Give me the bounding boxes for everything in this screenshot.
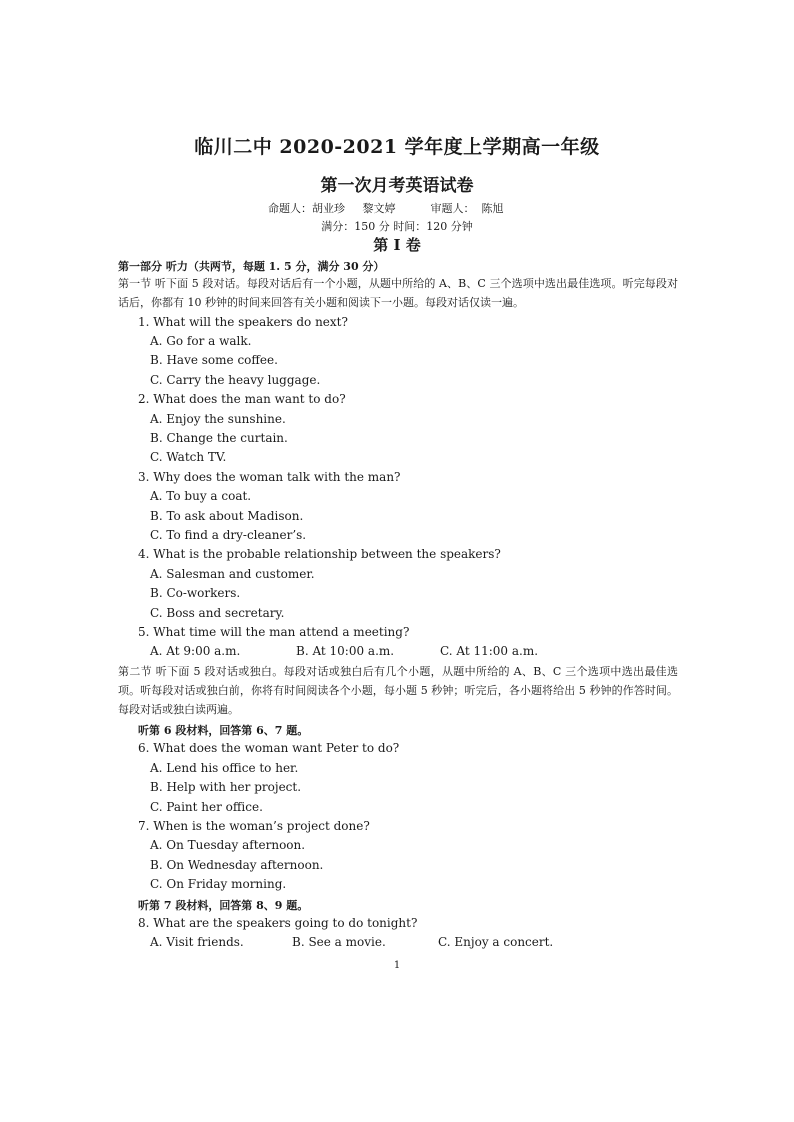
- part1-heading: 第一部分 听力（共两节，每题 1. 5 分，满分 30 分）: [118, 260, 385, 273]
- question-3-option-c: C. To find a dry-cleaner’s.: [150, 528, 307, 542]
- question-7: 7. When is the woman’s project done?: [138, 819, 370, 833]
- question-3: 3. Why does the woman talk with the man?: [138, 470, 401, 484]
- question-4-option-a: A. Salesman and customer.: [150, 567, 315, 581]
- exam-title: 临川二中 2020-2021 学年度上学期高一年级: [194, 136, 600, 158]
- exam-subtitle: 第一次月考英语试卷: [320, 176, 474, 196]
- question-8-option-a: A. Visit friends.: [150, 935, 244, 949]
- question-6: 6. What does the woman want Peter to do?: [138, 741, 400, 755]
- question-4-option-b: B. Co-workers.: [150, 586, 241, 600]
- question-8-option-c: C. Enjoy a concert.: [438, 935, 554, 949]
- group-7-heading: 听第 7 段材料，回答第 8、9 题。: [138, 899, 309, 912]
- question-5-option-a: A. At 9:00 a.m.: [150, 644, 241, 658]
- question-2-option-a: A. Enjoy the sunshine.: [150, 412, 286, 426]
- question-5-option-b: B. At 10:00 a.m.: [296, 644, 395, 658]
- question-8: 8. What are the speakers going to do tonight?: [138, 916, 418, 930]
- page-number: 1: [393, 960, 401, 971]
- question-5-option-c: C. At 11:00 a.m.: [440, 644, 539, 658]
- question-2: 2. What does the man want to do?: [138, 392, 346, 406]
- question-3-option-b: B. To ask about Madison.: [150, 509, 304, 523]
- question-8-option-b: B. See a movie.: [292, 935, 386, 949]
- question-7-option-b: B. On Wednesday afternoon.: [150, 858, 324, 872]
- section2-intro: 第二节 听下面 5 段对话或独白。每段对话或独白后有几个小题，从题中所给的 A、B、C 三个选项中选出最佳选项。听每段对话或独白前，你将有时间阅读各个小题，每小题 5 秒钟；听完后，各小题将给出 5 秒钟的作答时间。每段对话或独白读两遍。: [118, 665, 678, 716]
- group-6-heading: 听第 6 段材料，回答第 6、7 题。: [138, 724, 309, 737]
- question-7-option-a: A. On Tuesday afternoon.: [150, 838, 306, 852]
- question-1-option-c: C. Carry the heavy luggage.: [150, 373, 321, 387]
- question-2-option-b: B. Change the curtain.: [150, 431, 288, 445]
- authors-line: 命题人：胡业珍 黎文婷 审题人： 陈旭: [268, 202, 504, 215]
- volume-heading: 第 I 卷: [373, 236, 421, 254]
- question-4: 4. What is the probable relationship between the speakers?: [138, 547, 501, 561]
- question-7-option-c: C. On Friday morning.: [150, 877, 287, 891]
- question-5: 5. What time will the man attend a meeting?: [138, 625, 410, 639]
- question-6-option-b: B. Help with her project.: [150, 780, 302, 794]
- question-1-option-b: B. Have some coffee.: [150, 353, 278, 367]
- question-6-option-c: C. Paint her office.: [150, 800, 263, 814]
- question-3-option-a: A. To buy a coat.: [150, 489, 252, 503]
- question-4-option-c: C. Boss and secretary.: [150, 606, 285, 620]
- question-2-option-c: C. Watch TV.: [150, 450, 227, 464]
- question-1-option-a: A. Go for a walk.: [150, 334, 252, 348]
- question-6-option-a: A. Lend his office to her.: [150, 761, 299, 775]
- info-line: 满分：150 分 时间：120 分钟: [321, 220, 473, 233]
- section1-intro: 第一节 听下面 5 段对话。每段对话后有一个小题，从题中所给的 A、B、C 三个选项中选出最佳选项。听完每段对话后，你都有 10 秒钟的时间来回答有关小题和阅读下一小题。每段对话仅读一遍。: [118, 277, 678, 309]
- question-1: 1. What will the speakers do next?: [138, 315, 348, 329]
